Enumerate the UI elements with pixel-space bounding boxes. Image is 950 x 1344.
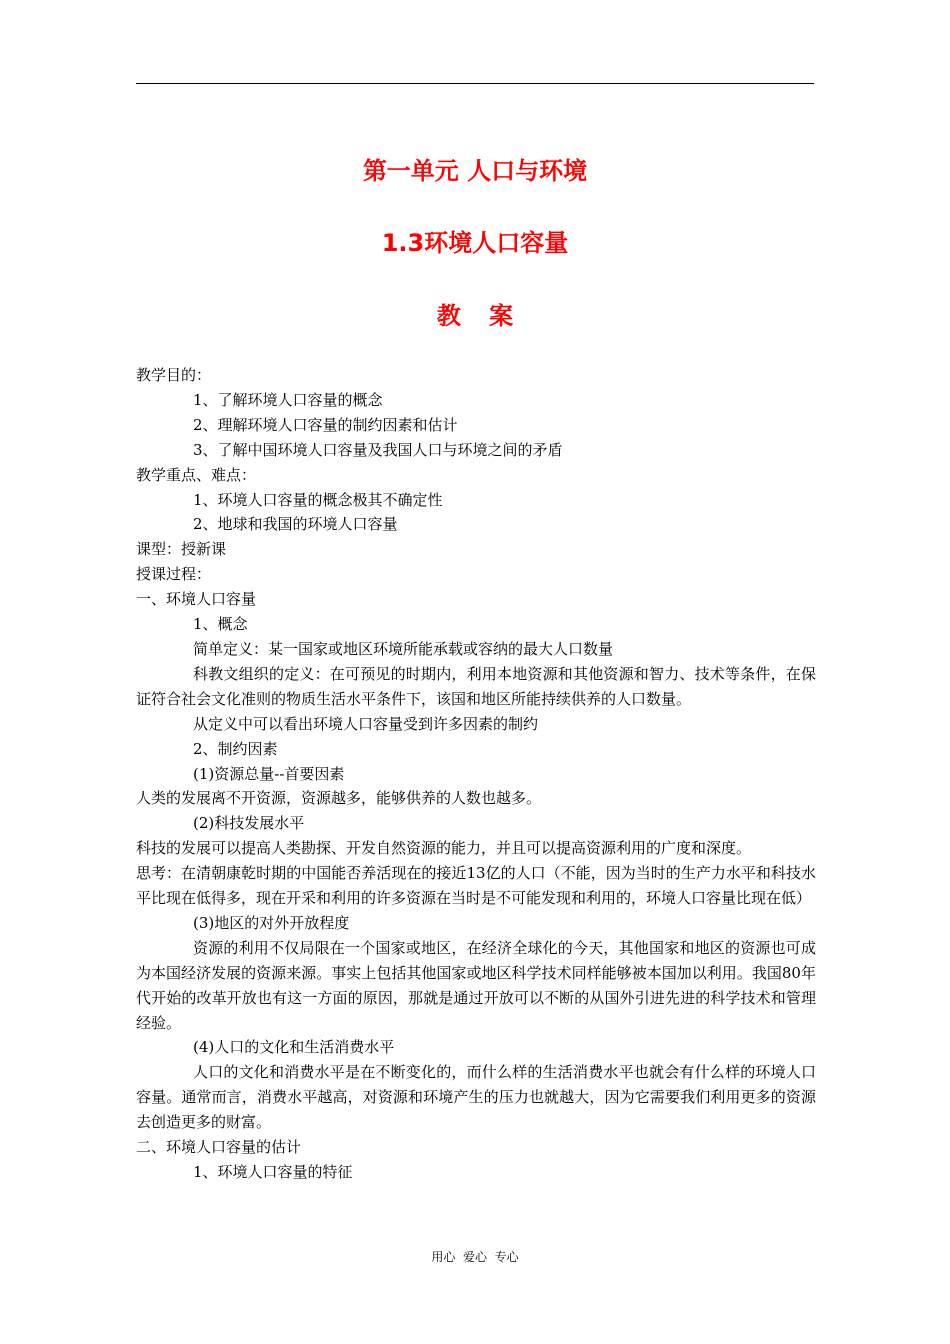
factor-title: (2)科技发展水平 [193, 814, 305, 833]
factor-text: 人类的发展离不开资源，资源越多，能够供养的人数也越多。 [136, 789, 542, 808]
document-body [136, 363, 816, 1185]
lesson-type: 课型：授新课 [136, 540, 227, 559]
key-points-heading: 教学重点、难点： [136, 465, 257, 484]
lesson-title: 1.3环境人口容量 [381, 229, 569, 257]
goal-item: 1、了解环境人口容量的概念 [193, 390, 383, 409]
factor-title: (1)资源总量--首要因素 [193, 764, 345, 783]
key-point-item: 1、环境人口容量的概念极其不确定性 [193, 490, 443, 509]
factor-title: (4)人口的文化和生活消费水平 [193, 1038, 395, 1057]
process-heading: 授课过程： [136, 565, 212, 584]
factor-text: 资源的利用不仅局限在一个国家或地区，在经济全球化的今天，其他国家和地区的资源也可成为本国经济发展的资源来源。事实上包括其他国家或地区科学技术同样能够被本国加以利用。我国80年代开始的改革开放也有这一方面的原因，那就是通过开放可以不断的从国外引进先进的科学技术和管理经验。 [136, 938, 816, 1032]
subsection-heading: 1、环境人口容量的特征 [193, 1163, 353, 1181]
definition-note: 从定义中可以看出环境人口容量受到许多因素的制约 [193, 714, 539, 733]
factor-text: 人口的文化和消费水平是在不断变化的，而什么样的生活消费水平也就会有什么样的环境人口容量。通常而言，消费水平越高，对资源和环境产生的压力也就越大，因为它需要我们利用更多的资源去创造更多的财富。 [136, 1063, 816, 1132]
unesco-definition: 科教文组织的定义：在可预见的时期内，利用本地资源和其他资源和智力、技术等条件，在保证符合社会文化准则的物质生活水平条件下，该国和地区所能持续供养的人口数量。 [136, 664, 816, 708]
subsection-heading: 1、概念 [193, 615, 248, 634]
key-point-item: 2、地球和我国的环境人口容量 [193, 515, 398, 534]
simple-definition: 简单定义：某一国家或地区环境所能承载或容纳的最大人口数量 [193, 639, 614, 658]
thinking-question: 思考：在清朝康乾时期的中国能否养活现在的接近13亿的人口（不能，因为当时的生产力水平和科技水平比现在低得多，现在开采和利用的许多资源在当时是不可能发现和利用的，环境人口容量比现在低） [136, 864, 816, 908]
goal-item: 2、理解环境人口容量的制约因素和估计 [193, 415, 458, 434]
goals-heading: 教学目的： [136, 366, 212, 384]
page-footer: 用心 爱心 专心 [431, 1250, 519, 1264]
goal-item: 3、了解中国环境人口容量及我国人口与环境之间的矛盾 [193, 440, 563, 459]
unit-title: 第一单元 人口与环境 [362, 157, 588, 185]
document-kind-title: 教 案 [436, 302, 524, 330]
header-rule [136, 83, 814, 84]
factor-title: (3)地区的对外开放程度 [193, 913, 350, 932]
subsection-heading: 2、制约因素 [193, 739, 278, 758]
section-heading: 一、环境人口容量 [136, 590, 257, 609]
section-heading: 二、环境人口容量的估计 [136, 1138, 302, 1157]
factor-text: 科技的发展可以提高人类勘探、开发自然资源的能力，并且可以提高资源利用的广度和深度。 [136, 839, 752, 858]
